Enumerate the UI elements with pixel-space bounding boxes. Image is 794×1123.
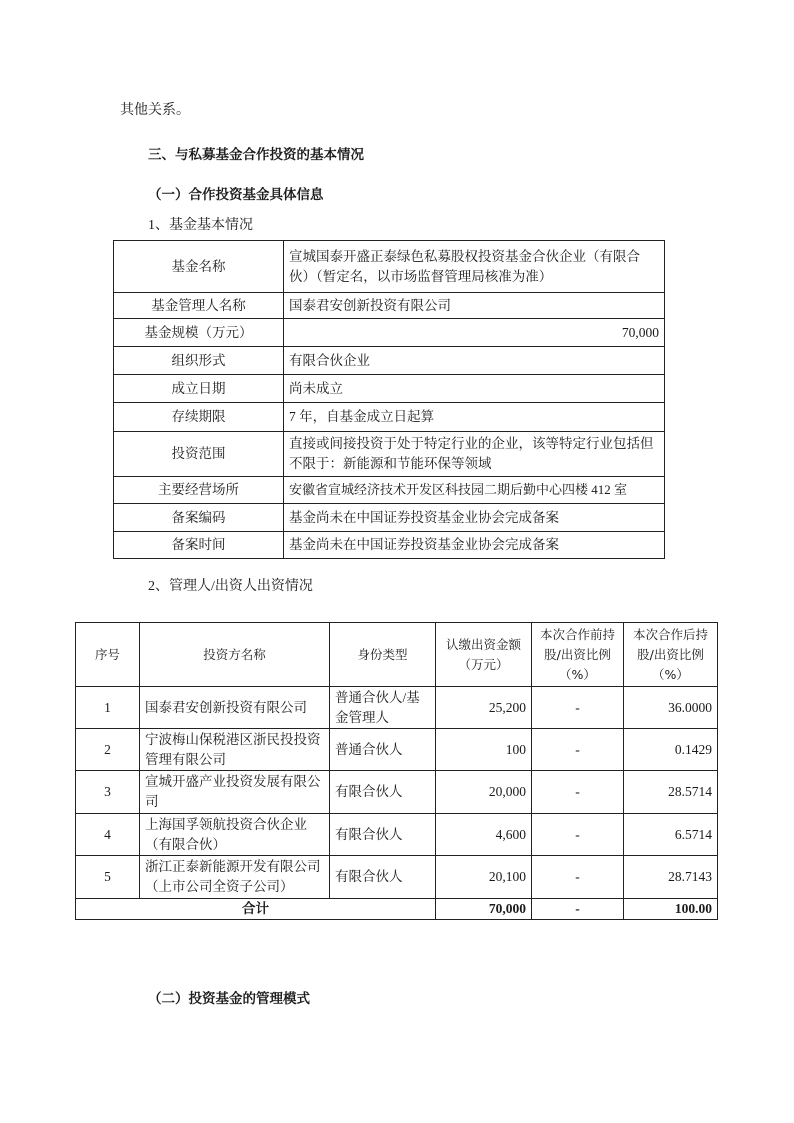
header-before: 本次合作前持股/出资比例（%） (532, 623, 624, 687)
total-label: 合计 (76, 899, 436, 920)
section-heading: 三、与私募基金合作投资的基本情况 (148, 147, 364, 163)
fund-info-row (114, 375, 665, 403)
total-before: - (532, 899, 624, 920)
investor-after: 6.5714 (624, 814, 718, 856)
fund-info-label: 成立日期 (114, 375, 284, 403)
subsection-heading-2: （二）投资基金的管理模式 (148, 991, 310, 1007)
investor-no: 4 (76, 814, 140, 856)
investor-before: - (532, 856, 624, 899)
investor-after: 28.5714 (624, 771, 718, 814)
fund-info-value: 宣城国泰开盛正泰绿色私募股权投资基金合伙企业（有限合伙）（暂定名，以市场监督管理局核准为准） (284, 241, 665, 293)
fund-info-row (114, 241, 665, 293)
investor-type: 普通合伙人/基金管理人 (330, 687, 436, 729)
investor-type: 有限合伙人 (330, 771, 436, 814)
investors-table (75, 622, 718, 920)
investor-before: - (532, 814, 624, 856)
fund-info-label: 基金名称 (114, 241, 284, 293)
fund-info-value: 安徽省宣城经济技术开发区科技园二期后勤中心四楼 412 室 (284, 477, 665, 504)
investor-after: 36.0000 (624, 687, 718, 729)
item-2-title: 2、管理人/出资人出资情况 (148, 579, 313, 594)
investor-name: 浙江正泰新能源开发有限公司（上市公司全资子公司） (140, 856, 330, 899)
fund-info-label: 组织形式 (114, 347, 284, 375)
fund-info-label: 主要经营场所 (114, 477, 284, 504)
subsection-heading-1: （一）合作投资基金具体信息 (148, 187, 324, 203)
investor-row (76, 729, 718, 771)
fund-info-label: 投资范围 (114, 432, 284, 477)
fund-info-row (114, 319, 665, 347)
total-amount: 70,000 (436, 899, 532, 920)
fund-info-row (114, 403, 665, 432)
investor-no: 5 (76, 856, 140, 899)
fund-info-row (114, 347, 665, 375)
header-after: 本次合作后持股/出资比例（%） (624, 623, 718, 687)
fund-info-row (114, 432, 665, 477)
investor-no: 3 (76, 771, 140, 814)
investor-amount: 20,100 (436, 856, 532, 899)
investor-type: 有限合伙人 (330, 814, 436, 856)
investor-name: 上海国孚领航投资合伙企业（有限合伙） (140, 814, 330, 856)
header-amount: 认缴出资金额（万元） (436, 623, 532, 687)
fund-info-value: 直接或间接投资于处于特定行业的企业，该等特定行业包括但不限于：新能源和节能环保等领域 (284, 432, 665, 477)
fund-info-label: 备案时间 (114, 532, 284, 559)
fund-info-label: 基金规模（万元） (114, 319, 284, 347)
fund-info-value: 基金尚未在中国证券投资基金业协会完成备案 (284, 532, 665, 559)
investor-amount: 4,600 (436, 814, 532, 856)
intro-tail-text: 其他关系。 (120, 103, 190, 118)
fund-info-row (114, 532, 665, 559)
investor-name: 宁波梅山保税港区浙民投投资管理有限公司 (140, 729, 330, 771)
investor-row (76, 814, 718, 856)
fund-info-value: 基金尚未在中国证券投资基金业协会完成备案 (284, 504, 665, 532)
fund-info-label: 基金管理人名称 (114, 293, 284, 319)
investor-amount: 20,000 (436, 771, 532, 814)
investor-after: 28.7143 (624, 856, 718, 899)
investors-header-row (76, 623, 718, 687)
fund-info-value: 尚未成立 (284, 375, 665, 403)
fund-info-table (113, 240, 665, 559)
fund-info-row (114, 293, 665, 319)
investor-row (76, 687, 718, 729)
investor-no: 2 (76, 729, 140, 771)
investor-type: 普通合伙人 (330, 729, 436, 771)
investor-name: 宣城开盛产业投资发展有限公司 (140, 771, 330, 814)
fund-info-value: 70,000 (284, 319, 665, 347)
investor-no: 1 (76, 687, 140, 729)
fund-info-row (114, 477, 665, 504)
fund-info-row (114, 504, 665, 532)
investor-before: - (532, 729, 624, 771)
investor-amount: 100 (436, 729, 532, 771)
investor-amount: 25,200 (436, 687, 532, 729)
investor-row (76, 771, 718, 814)
fund-info-label: 备案编码 (114, 504, 284, 532)
header-no: 序号 (76, 623, 140, 687)
investor-type: 有限合伙人 (330, 856, 436, 899)
item-1-title: 1、基金基本情况 (148, 218, 253, 233)
fund-info-value: 有限合伙企业 (284, 347, 665, 375)
total-after: 100.00 (624, 899, 718, 920)
investor-row (76, 856, 718, 899)
fund-info-value: 7 年，自基金成立日起算 (284, 403, 665, 432)
investor-after: 0.1429 (624, 729, 718, 771)
fund-info-value: 国泰君安创新投资有限公司 (284, 293, 665, 319)
investor-before: - (532, 687, 624, 729)
investor-name: 国泰君安创新投资有限公司 (140, 687, 330, 729)
header-type: 身份类型 (330, 623, 436, 687)
header-name: 投资方名称 (140, 623, 330, 687)
fund-info-label: 存续期限 (114, 403, 284, 432)
investors-total-row (76, 899, 718, 920)
investor-before: - (532, 771, 624, 814)
